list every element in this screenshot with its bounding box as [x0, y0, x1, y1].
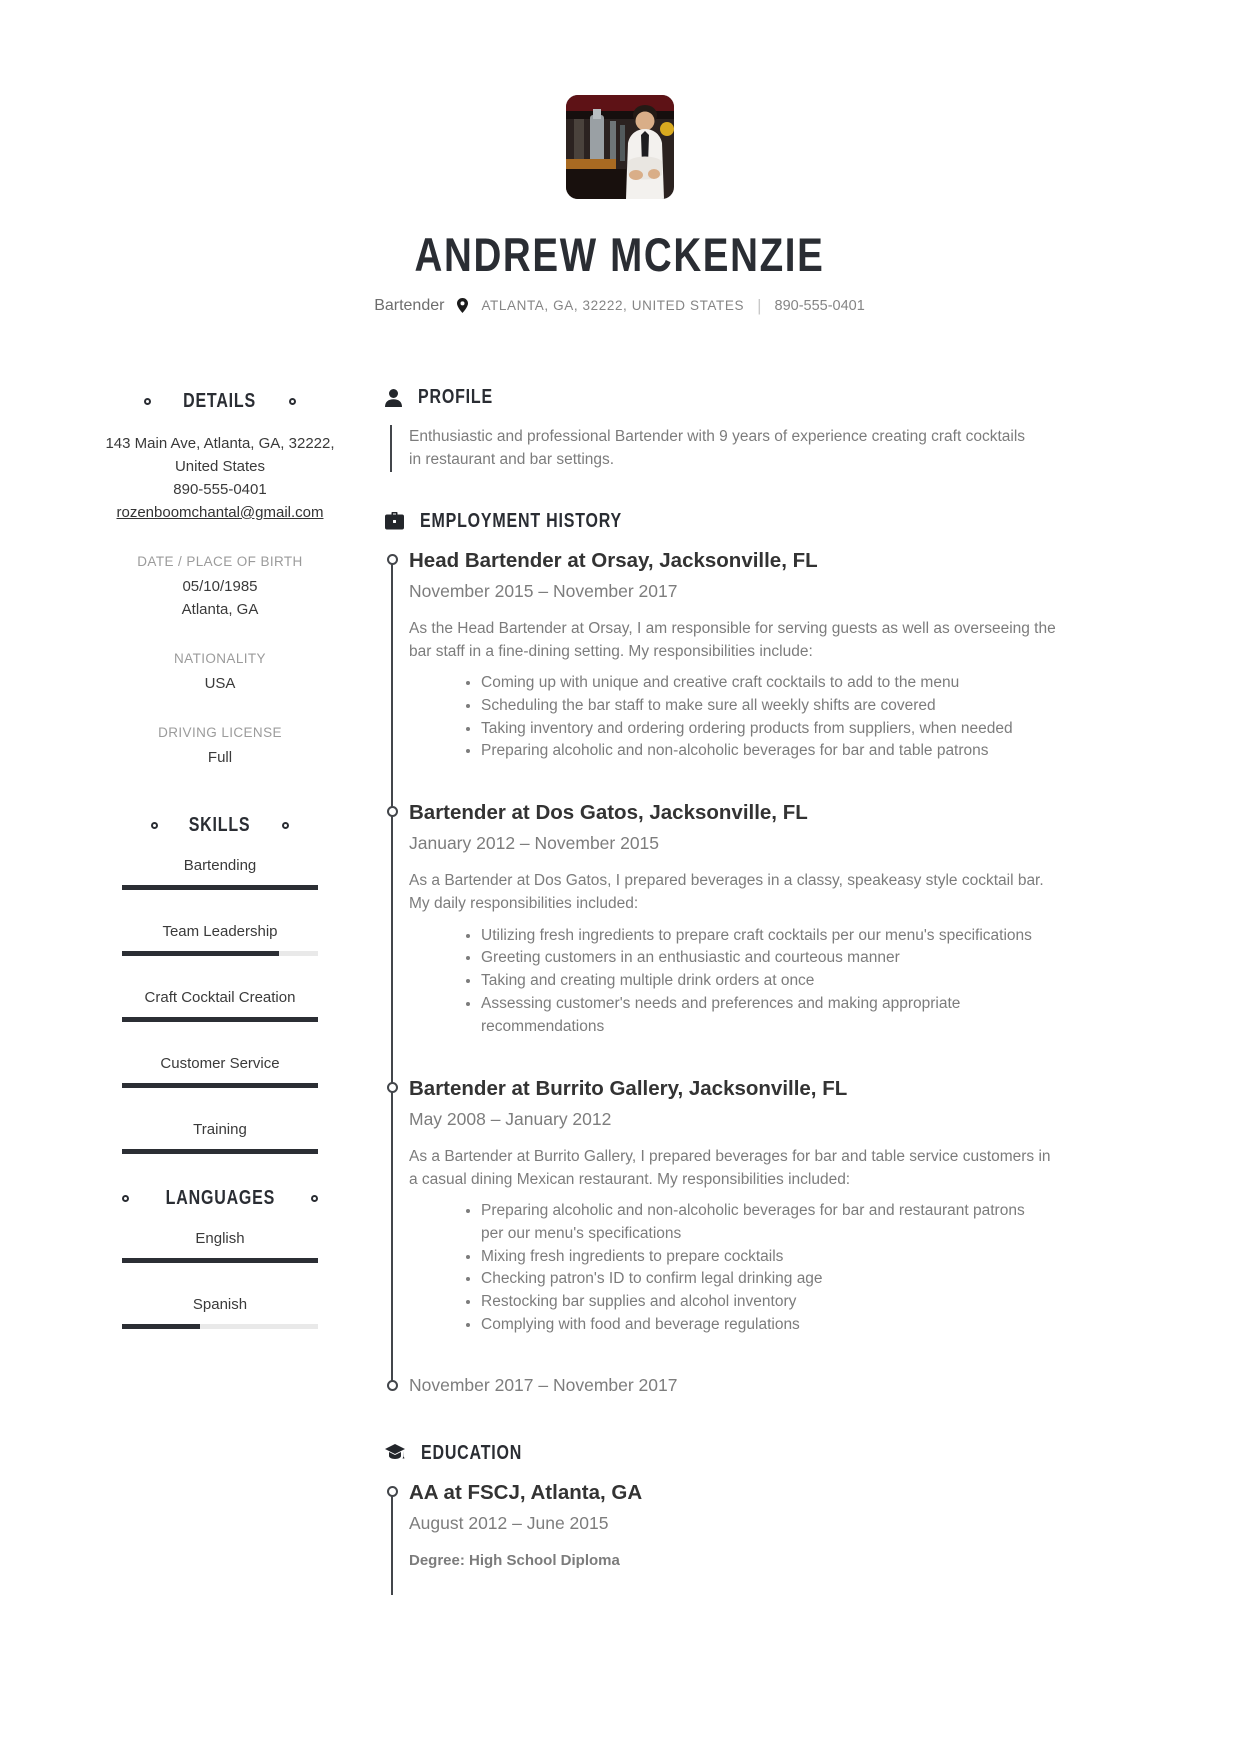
resume-header [0, 0, 1239, 316]
person-name: ANDREW MCKENZIE [414, 228, 825, 281]
education-dates: August 2012 – June 2015 [409, 1512, 609, 1533]
job-bullet: • Restocking bar supplies and alcohol inventory [481, 1291, 1049, 1314]
job-title: Bartender [374, 296, 445, 314]
skill-label: Training [193, 1120, 247, 1138]
graduation-cap-icon [385, 1444, 405, 1462]
header-divider: | [757, 295, 762, 315]
skill-bar-fill [122, 1017, 318, 1022]
job-bullet-list [409, 925, 1049, 1039]
skill-label: Bartending [183, 856, 257, 874]
languages-header [103, 1187, 337, 1210]
skill-item [103, 1296, 337, 1329]
skill-bar-fill [122, 1083, 318, 1088]
skill-bar-track [122, 885, 318, 890]
job-bullet: • Taking and creating multiple drink orders at once [481, 970, 1049, 993]
nationality-label: NATIONALITY [174, 650, 266, 666]
driving-license-label: DRIVING LICENSE [158, 724, 282, 740]
skill-item [103, 923, 337, 956]
languages-list [103, 1230, 337, 1329]
job-bullet: • Scheduling the bar staff to make sure all weekly shifts are covered [481, 695, 1049, 718]
ring-icon [122, 1195, 129, 1202]
driving-license-value: Full [207, 748, 233, 766]
birth-label: DATE / PLACE OF BIRTH [137, 553, 303, 569]
header-location: ATLANTA, GA, 32222, UNITED STATES [481, 298, 745, 314]
address-line2: United States [174, 457, 266, 475]
skill-bar-track [122, 951, 318, 956]
skill-bar-track [122, 1017, 318, 1022]
employment-timeline [385, 549, 1175, 1398]
ring-icon [144, 398, 151, 405]
job-bullet: • Taking inventory and ordering ordering products from suppliers, when needed [481, 718, 1049, 741]
nationality-value: USA [204, 674, 236, 692]
job-entry-dates: May 2008 – January 2012 [409, 1108, 612, 1129]
skill-bar-track [122, 1149, 318, 1154]
job-entry-dates: November 2015 – November 2017 [409, 580, 678, 601]
header-phone: 890-555-0401 [774, 297, 865, 314]
job-bullet: • Utilizing fresh ingredients to prepare craft cocktails per our menu's specifications [481, 925, 1049, 948]
education-section-header [385, 1442, 1175, 1465]
skill-bar-track [122, 1083, 318, 1088]
skills-header [103, 814, 337, 837]
job-bullet: • Coming up with unique and creative craft cocktails to add to the menu [481, 672, 1049, 695]
skill-bar-fill [122, 885, 318, 890]
profile-title: PROFILE [418, 386, 493, 408]
job-entry-summary: As a Bartender at Burrito Gallery, I prepared beverages for bar and table service customers in a casual dining Mexican restaurant. My responsibilities included: [409, 1147, 1051, 1188]
address-line1: 143 Main Ave, Atlanta, GA, 32222, [105, 435, 335, 452]
employment-title: EMPLOYMENT HISTORY [420, 509, 622, 532]
skill-label: Team Leadership [162, 922, 278, 940]
main-column [385, 386, 1175, 1595]
skill-item [103, 857, 337, 890]
job-entry-summary: As a Bartender at Dos Gatos, I prepared beverages in a classy, speakeasy style cocktail bar. My daily responsibilities included: [409, 872, 1044, 913]
briefcase-icon [385, 512, 404, 530]
job-bullet: • Mixing fresh ingredients to prepare cocktails [481, 1246, 1049, 1269]
details-header [103, 390, 337, 413]
sidebar-phone: 890-555-0401 [173, 480, 267, 498]
profile-photo [566, 95, 674, 199]
job-bullet: • Assessing customer's needs and preferences and making appropriate recommendations [481, 993, 1049, 1039]
skill-bar-fill [122, 1324, 200, 1329]
ring-icon [289, 398, 296, 405]
skill-bar-track [122, 1258, 318, 1263]
education-school: AA at FSCJ, Atlanta, GA [409, 1480, 643, 1504]
header-subtitle [0, 296, 1239, 316]
job-entry-dates: January 2012 – November 2015 [409, 833, 660, 854]
ring-icon [151, 822, 158, 829]
job-bullet-list [409, 1200, 1049, 1337]
skill-item [103, 989, 337, 1022]
birth-date: 05/10/1985 [182, 577, 258, 595]
details-title: DETAILS [183, 390, 257, 412]
skill-label: Customer Service [160, 1054, 280, 1072]
ring-icon [311, 1195, 318, 1202]
job-entry [409, 1077, 1175, 1337]
job-bullet: • Preparing alcoholic and non-alcoholic beverages for bar and restaurant patrons per our menu's specifications [481, 1200, 1049, 1246]
job-entry [409, 801, 1175, 1038]
person-icon [385, 389, 402, 407]
job-bullet: • Complying with food and beverage regulations [481, 1314, 1049, 1337]
employment-section-header [385, 510, 1175, 533]
job-bullet: • Preparing alcoholic and non-alcoholic beverages for bar and table patrons [481, 740, 1049, 763]
skills-title: SKILLS [189, 813, 251, 836]
skill-bar-track [122, 1324, 318, 1329]
languages-title: LANGUAGES [165, 1186, 275, 1209]
bartender-photo-illustration [566, 95, 674, 199]
skill-item [103, 1230, 337, 1263]
profile-section-header [385, 386, 1175, 409]
job-bullet: • Greeting customers in an enthusiastic and courteous manner [481, 947, 1049, 970]
skill-item [103, 1121, 337, 1154]
profile-text: Enthusiastic and professional Bartender with 9 years of experience creating craft cocktails in restaurant and bar settings. [390, 425, 1038, 472]
birth-place: Atlanta, GA [181, 600, 259, 618]
job-entry-title: Head Bartender at Orsay, Jacksonville, FL [409, 548, 818, 572]
job-bullet-list [409, 672, 1049, 763]
skills-list [103, 857, 337, 1154]
job-entry-summary: As the Head Bartender at Orsay, I am responsible for serving guests as well as overseeing the bar staff in a fine-dining setting. My responsibilities include: [409, 619, 1056, 660]
job-entry-title: Bartender at Burrito Gallery, Jacksonville, FL [409, 1076, 848, 1100]
ring-icon [282, 822, 289, 829]
education-timeline [385, 1481, 1175, 1595]
job-bullet: • Checking patron's ID to confirm legal drinking age [481, 1268, 1049, 1291]
skill-bar-fill [122, 1149, 318, 1154]
employment-end-dates: November 2017 – November 2017 [409, 1374, 678, 1395]
skill-label: English [195, 1229, 245, 1247]
skill-bar-fill [122, 951, 279, 956]
email-link[interactable]: rozenboomchantal@gmail.com [116, 503, 324, 521]
skill-bar-fill [122, 1258, 318, 1263]
education-title: EDUCATION [421, 1441, 523, 1464]
location-pin-icon [457, 298, 468, 313]
jobs-list [409, 549, 1175, 1337]
employment-end-entry [409, 1375, 1175, 1398]
job-entry-title: Bartender at Dos Gatos, Jacksonville, FL [409, 801, 808, 825]
skill-label: Spanish [192, 1295, 248, 1313]
skill-label: Craft Cocktail Creation [144, 988, 296, 1006]
education-degree: Degree: High School Diploma [409, 1551, 620, 1569]
job-entry [409, 549, 1175, 764]
skill-item [103, 1055, 337, 1088]
sidebar [103, 390, 337, 1362]
education-entry [409, 1481, 1175, 1595]
